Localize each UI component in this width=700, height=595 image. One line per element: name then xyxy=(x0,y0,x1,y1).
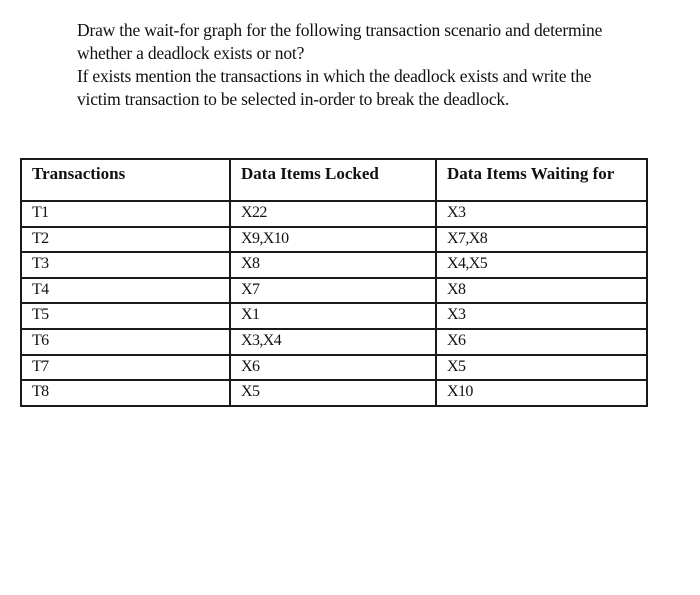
transaction-cell: T7 xyxy=(21,355,230,381)
table-row xyxy=(21,329,647,355)
table-row xyxy=(21,380,647,406)
waiting-items-cell: X6 xyxy=(436,329,647,355)
locked-items-cell: X7 xyxy=(230,278,436,304)
question-text xyxy=(77,19,677,111)
header-transactions: Transactions xyxy=(21,159,230,201)
table-row xyxy=(21,303,647,329)
locked-items-cell: X22 xyxy=(230,201,436,227)
question-line: victim transaction to be selected in-order to break the deadlock. xyxy=(77,89,510,109)
transaction-cell: T5 xyxy=(21,303,230,329)
locked-items-cell: X6 xyxy=(230,355,436,381)
transaction-cell: T1 xyxy=(21,201,230,227)
question-line: Draw the wait-for graph for the following transaction scenario and determine xyxy=(77,20,603,40)
table-row xyxy=(21,278,647,304)
header-data-items-locked: Data Items Locked xyxy=(230,159,436,201)
waiting-items-cell: X5 xyxy=(436,355,647,381)
transaction-cell: T4 xyxy=(21,278,230,304)
locked-items-cell: X5 xyxy=(230,380,436,406)
table-row xyxy=(21,252,647,278)
header-data-items-waiting-for: Data Items Waiting for xyxy=(436,159,647,201)
locked-items-cell: X8 xyxy=(230,252,436,278)
locked-items-cell: X9,X10 xyxy=(230,227,436,253)
locked-items-cell: X3,X4 xyxy=(230,329,436,355)
transactions-table xyxy=(20,158,648,407)
table-header-row xyxy=(21,159,647,201)
table-row xyxy=(21,201,647,227)
table-row xyxy=(21,227,647,253)
locked-items-cell: X1 xyxy=(230,303,436,329)
waiting-items-cell: X10 xyxy=(436,380,647,406)
transaction-cell: T3 xyxy=(21,252,230,278)
waiting-items-cell: X7,X8 xyxy=(436,227,647,253)
question-line: If exists mention the transactions in which the deadlock exists and write the xyxy=(77,66,592,86)
waiting-items-cell: X3 xyxy=(436,201,647,227)
transaction-cell: T6 xyxy=(21,329,230,355)
transaction-cell: T8 xyxy=(21,380,230,406)
table-row xyxy=(21,355,647,381)
waiting-items-cell: X3 xyxy=(436,303,647,329)
waiting-items-cell: X4,X5 xyxy=(436,252,647,278)
question-line: whether a deadlock exists or not? xyxy=(77,43,305,63)
waiting-items-cell: X8 xyxy=(436,278,647,304)
transaction-cell: T2 xyxy=(21,227,230,253)
